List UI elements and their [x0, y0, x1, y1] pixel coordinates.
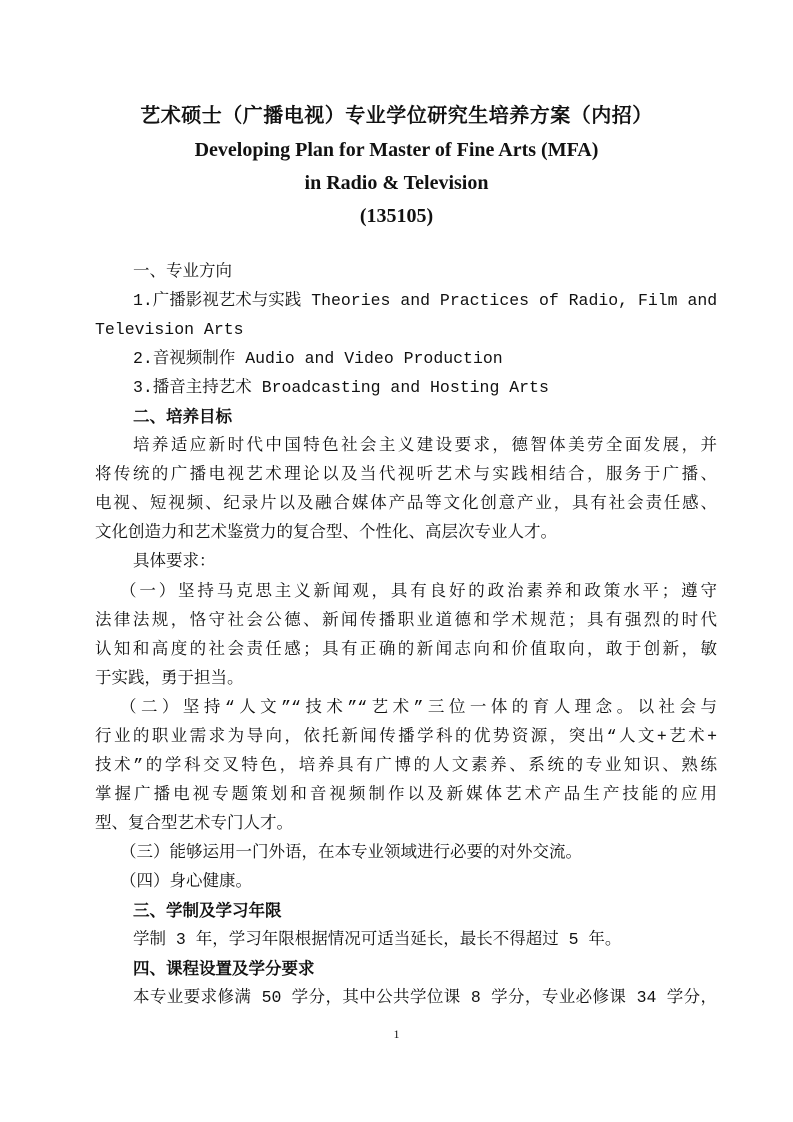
body-line: Television Arts — [95, 320, 244, 339]
section-heading-1: 一、专业方向 — [133, 262, 232, 281]
section-heading-4: 四、课程设置及学分要求 — [133, 959, 315, 978]
title-chinese: 艺术硕士（广播电视）专业学位研究生培养方案（内招） — [140, 103, 653, 127]
body-line: 电视、短视频、纪录片以及融合媒体产品等文化创意产业，具有社会责任感、 — [95, 494, 717, 513]
body-line: 技术”的学科交叉特色，培养具有广博的人文素养、系统的专业知识、熟练 — [95, 756, 717, 775]
page-number: 1 — [393, 1027, 400, 1041]
body-line: 文化创造力和艺术鉴赏力的复合型、个性化、高层次专业人才。 — [95, 523, 557, 542]
body-line: 行业的职业需求为导向，依托新闻传播学科的优势资源，突出“人文+艺术+ — [95, 727, 717, 746]
section-heading-3: 三、学制及学习年限 — [133, 901, 282, 920]
body-line: 型、复合型艺术专门人才。 — [95, 814, 293, 833]
body-line: 3.播音主持艺术 Broadcasting and Hosting Arts — [133, 378, 549, 397]
body-line: 2.音视频制作 Audio and Video Production — [133, 349, 503, 368]
body-line: 培养适应新时代中国特色社会主义建设要求，德智体美劳全面发展，并 — [133, 436, 717, 455]
body-line: 于实践，勇于担当。 — [95, 669, 244, 688]
body-line: （三）能够运用一门外语，在本专业领域进行必要的对外交流。 — [120, 843, 582, 862]
body-line: 1.广播影视艺术与实践 Theories and Practices of Radio, Film and — [133, 291, 718, 310]
body-line: 将传统的广播电视艺术理论以及当代视听艺术与实践相结合，服务于广播、 — [95, 465, 717, 484]
body-line: 掌握广播电视专题策划和音视频制作以及新媒体艺术产品生产技能的应用 — [95, 785, 717, 804]
title-english-line2: in Radio & Television — [304, 172, 489, 194]
body-line: 具体要求： — [133, 552, 216, 571]
body-line: （二）坚持“人文”“技术”“艺术”三位一体的育人理念。以社会与 — [120, 698, 717, 717]
program-code: (135105) — [359, 205, 434, 227]
body-line: 法律法规，恪守社会公德、新闻传播职业道德和学术规范；具有强烈的时代 — [95, 611, 717, 630]
body-line: （四）身心健康。 — [120, 872, 252, 891]
body-line: 本专业要求修满 50 学分，其中公共学位课 8 学分，专业必修课 34 学分， — [133, 988, 717, 1007]
body-line: 认知和高度的社会责任感；具有正确的新闻志向和价值取向，敢于创新，敏 — [95, 640, 717, 659]
title-english-line1: Developing Plan for Master of Fine Arts (MFA) — [194, 139, 599, 161]
section-heading-2: 二、培养目标 — [133, 407, 232, 426]
body-line: （一）坚持马克思主义新闻观，具有良好的政治素养和政策水平；遵守 — [120, 582, 717, 601]
body-line: 学制 3 年，学习年限根据情况可适当延长，最长不得超过 5 年。 — [133, 930, 622, 949]
